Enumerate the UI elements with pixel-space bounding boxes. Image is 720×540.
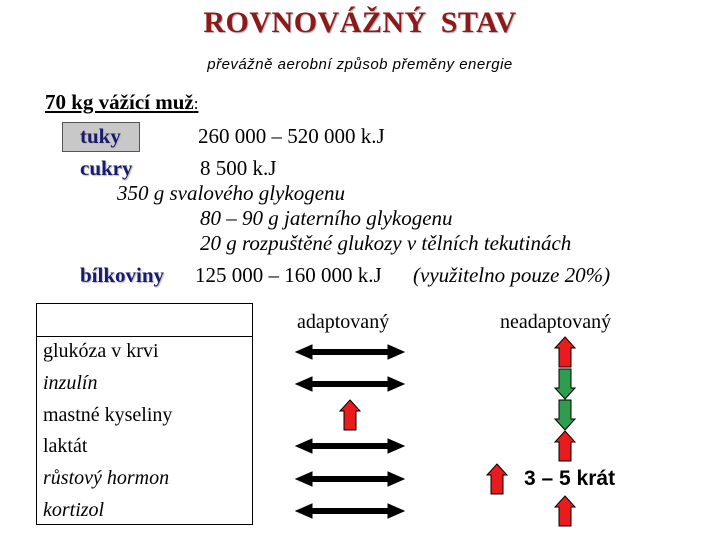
row-label-cortisol: kortizol: [43, 499, 105, 521]
proteins-label: bílkoviny: [80, 263, 165, 287]
unadapted-up-arrow-icon-3: [555, 431, 575, 461]
adapted-up-arrow-icon-2: [340, 400, 360, 430]
unadapted-up-arrow-icon-5: [555, 496, 575, 526]
growth-hormone-factor: 3 – 5 krát: [524, 467, 616, 490]
proteins-value: 125 000 – 160 000 k.J: [195, 263, 382, 287]
column-header-adapted: adaptovaný: [297, 311, 390, 333]
adapted-double-arrow-icon-5: [296, 504, 404, 518]
sugars-label: cukry: [80, 156, 133, 180]
adapted-double-arrow-icon-1: [296, 377, 404, 391]
proteins-note: (využitelno pouze 20%): [413, 263, 611, 287]
row-label-lactate: laktát: [43, 435, 88, 457]
unadapted-down-arrow-icon-2: [555, 400, 575, 430]
adapted-double-arrow-icon-0: [296, 345, 404, 359]
column-header-unadapted: neadaptovaný: [500, 311, 612, 333]
row-label-fatty-acids: mastné kyseliny: [43, 404, 173, 426]
row-label-growth-hormone: růstový hormon: [43, 467, 170, 489]
row-label-blood-glucose: glukóza v krvi: [43, 340, 159, 362]
sugars-detail-muscle: 350 g svalového glykogenu: [117, 181, 346, 205]
adapted-double-arrow-icon-3: [296, 439, 404, 453]
title-word-1: ROVNOVÁŽNÝ: [203, 6, 427, 39]
adapted-double-arrow-icon-4: [296, 472, 404, 486]
heading-text: 70 kg vážící muž: [45, 90, 194, 114]
subtitle: převážně aerobní způsob přeměny energie: [207, 56, 513, 73]
fats-value: 260 000 – 520 000 k.J: [198, 124, 385, 148]
unadapted-down-arrow-icon-1: [555, 369, 575, 399]
fats-label: tuky: [80, 124, 121, 148]
sugars-value: 8 500 k.J: [200, 156, 277, 180]
title-word-2: STAV: [440, 6, 517, 39]
sugars-detail-liver: 80 – 90 g jaterního glykogenu: [200, 206, 453, 230]
unadapted-up-arrow-icon-4: [487, 464, 507, 494]
unadapted-up-arrow-icon-0: [555, 337, 575, 367]
sugars-detail-glucose: 20 g rozpuštěné glukozy v tělních tekutinách: [200, 231, 572, 255]
heading-colon: :: [193, 94, 199, 113]
row-label-insulin: inzulín: [43, 372, 98, 394]
